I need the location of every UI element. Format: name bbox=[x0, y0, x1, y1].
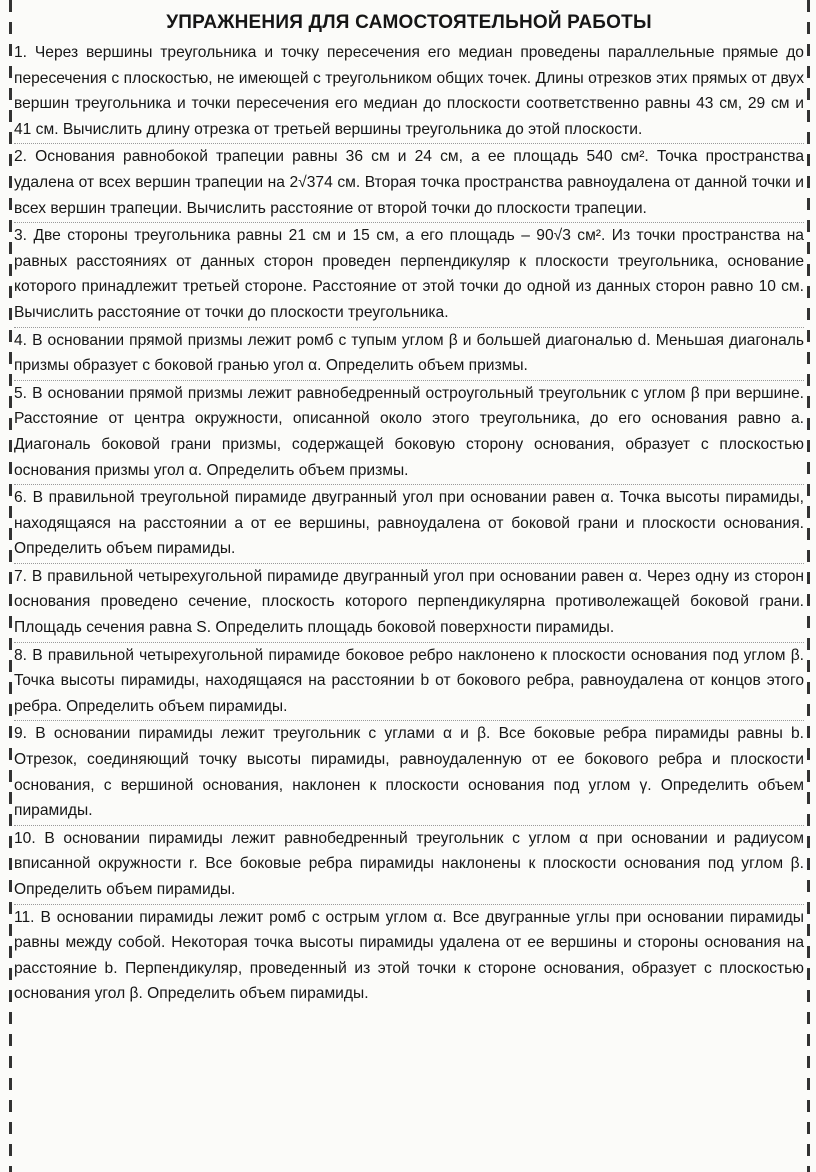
exercise-text: В правильной треугольной пирамиде двугранный угол при основании равен α. Точка высоты пирамиды, находящаяся на расстоянии a от ее вершины, равноудалена от боковой грани и плоскости основания. Определить объем пирамиды. bbox=[14, 489, 804, 558]
right-margin-rule bbox=[807, 0, 810, 1172]
exercise-text: В основании пирамиды лежит ромб с острым углом α. Все двугранные углы при основании пирамиды равны между собой. Некоторая точка высоты пирамиды удалена от ее вершины и стороны основания на расстояние b. Перпендикуляр, проведенный из этой точки к стороне основания, образует с плоскостью основания угол β. Определить объем пирамиды. bbox=[14, 908, 804, 1003]
exercise-number: 10. bbox=[14, 829, 36, 847]
exercise-number: 2. bbox=[14, 148, 28, 166]
exercise-number: 7. bbox=[14, 567, 28, 585]
exercise-number: 4. bbox=[14, 331, 28, 349]
exercise-11 bbox=[14, 905, 804, 1008]
exercise-text: Две стороны треугольника равны 21 см и 15 см, а его площадь – 90√3 см². Из точки пространства на равных расстояниях от данных сторон проведен перпендикуляр к плоскости треугольника, основание которого принадлежит третьей стороне. Расстояние от этой точки до одной из данных сторон равно 10 см. Вычислить расстояние от точки до плоскости треугольника. bbox=[14, 227, 804, 321]
exercise-6 bbox=[14, 485, 804, 564]
exercise-9 bbox=[14, 721, 804, 825]
left-margin-rule bbox=[9, 0, 12, 1172]
exercise-number: 8. bbox=[14, 646, 28, 664]
exercise-text: Через вершины треугольника и точку пересечения его медиан проведены параллельные прямые до пересечения с плоскостью, не имеющей с треугольником общих точек. Длины отрезков этих прямых от двух вершин треугольника и точки пересечения его медиан до плоскости соответственно равны 43 см, 29 см и 41 см. Вычислить длину отрезка от третьей вершины треугольника до этой плоскости. bbox=[14, 44, 804, 138]
exercise-text: В основании пирамиды лежит равнобедренный треугольник с углом α при основании и радиусом вписанной окружности r. Все боковые ребра пирамиды наклонены к плоскости основания под углом β. Определить объем пирамиды. bbox=[14, 829, 804, 898]
exercise-number: 9. bbox=[14, 725, 28, 743]
exercise-8 bbox=[14, 643, 804, 722]
exercise-number: 6. bbox=[14, 489, 28, 507]
exercise-text: В правильной четырехугольной пирамиде боковое ребро наклонено к плоскости основания под углом β. Точка высоты пирамиды, находящаяся на расстоянии b от бокового ребра, равноудалена от концов этого ребра. Определить объем пирамиды. bbox=[14, 646, 804, 715]
exercise-number: 5. bbox=[14, 384, 28, 402]
exercise-number: 11. bbox=[14, 908, 35, 926]
exercise-4 bbox=[14, 328, 804, 381]
exercise-text: Основания равнобокой трапеции равны 36 см и 24 см, а ее площадь 540 см². Точка пространства удалена от всех вершин трапеции на 2√374 см. Вторая точка пространства равноудалена от данной точки и всех вершин трапеции. Вычислить расстояние от второй точки до плоскости трапеции. bbox=[14, 148, 804, 217]
page-title: УПРАЖНЕНИЯ ДЛЯ САМОСТОЯТЕЛЬНОЙ РАБОТЫ bbox=[166, 12, 652, 33]
exercise-3 bbox=[14, 223, 804, 327]
exercise-number: 3. bbox=[14, 227, 28, 245]
exercise-1 bbox=[14, 40, 804, 144]
exercise-number: 1. bbox=[14, 44, 28, 61]
exercise-7 bbox=[14, 564, 804, 643]
exercise-text: В основании прямой призмы лежит ромб с тупым углом β и большей диагональю d. Меньшая диагональ призмы образует с боковой гранью угол α. Определить объем призмы. bbox=[14, 331, 804, 375]
exercise-text: В правильной четырехугольной пирамиде двугранный угол при основании равен α. Через одну из сторон основания проведено сечение, плоскость которого перпендикулярна противолежащей боковой грани. Площадь сечения равна S. Определить площадь боковой поверхности пирамиды. bbox=[14, 567, 804, 637]
exercise-text: В основании пирамиды лежит треугольник с углами α и β. Все боковые ребра пирамиды равны b. Отрезок, соединяющий точку высоты пирамиды, равноудаленную от ее бокового ребра и плоскости основания, с вершиной основания, наклонен к плоскости основания под углом γ. Определить объем пирамиды. bbox=[14, 725, 804, 820]
exercise-5 bbox=[14, 381, 804, 485]
exercise-10 bbox=[14, 826, 804, 905]
exercise-sheet bbox=[14, 10, 804, 1008]
exercise-2 bbox=[14, 144, 804, 223]
exercise-text: В основании прямой призмы лежит равнобедренный остроугольный треугольник с углом β при вершине. Расстояние от центра окружности, описанной около этого треугольника, до его основания равно a. Диагональ боковой грани призмы, содержащей боковую сторону основания, образует с плоскостью основания призмы угол α. Определить объем призмы. bbox=[14, 384, 804, 479]
